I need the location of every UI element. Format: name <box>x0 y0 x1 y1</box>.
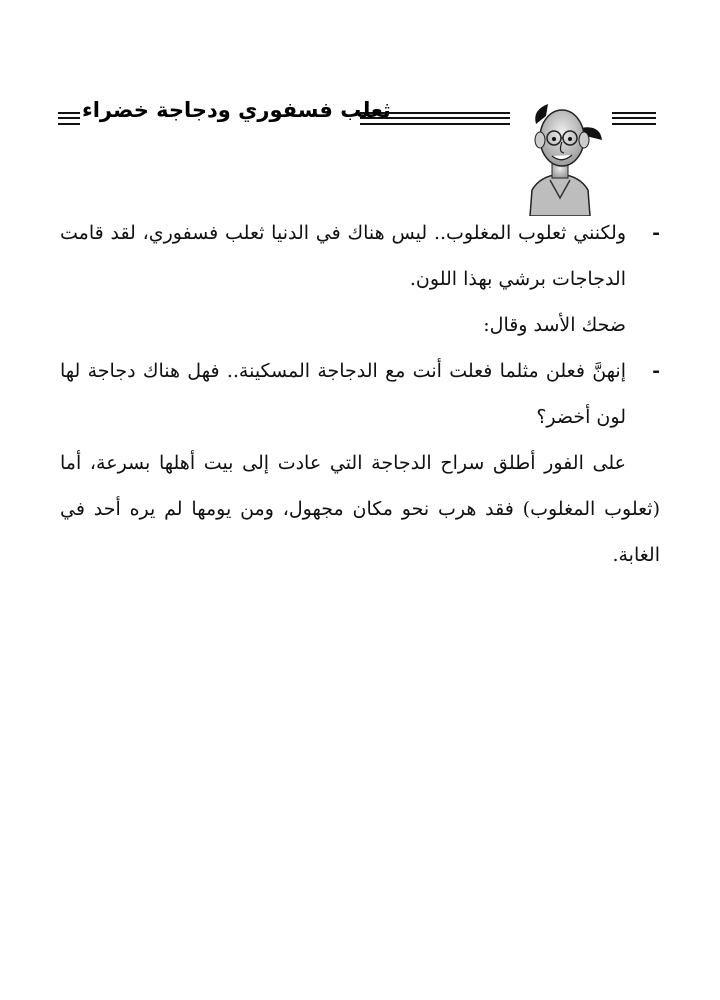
page-title: ثعلب فسفوري ودجاجة خضراء <box>82 98 391 122</box>
dash-marker: - <box>652 360 660 382</box>
narration-line: ضحك الأسد وقال: <box>483 314 626 336</box>
dialogue-text: ولكنني ثعلوب المغلوب.. ليس هناك في الدنيا ثعلب فسفوري، لقد قامت الدجاجات برشي بهذا اللون. <box>60 222 626 290</box>
header-rule-right <box>612 112 656 125</box>
dialogue-line <box>60 348 660 440</box>
dialogue-line <box>60 210 660 302</box>
header-rule-left <box>58 112 80 125</box>
closing-paragraph: على الفور أطلق سراح الدجاجة التي عادت إلى بيت أهلها بسرعة، أما (ثعلوب المغلوب) فقد هرب نحو مكان مجهول، ومن يومها لم يره أحد في الغابة. <box>60 452 660 566</box>
dash-marker: - <box>652 222 660 244</box>
story-text <box>60 210 660 578</box>
cartoon-character-icon <box>510 98 610 216</box>
dialogue-text: إنهنَّ فعلن مثلما فعلت أنت مع الدجاجة المسكينة.. فهل هناك دجاجة لها لون أخضر؟ <box>60 360 626 428</box>
